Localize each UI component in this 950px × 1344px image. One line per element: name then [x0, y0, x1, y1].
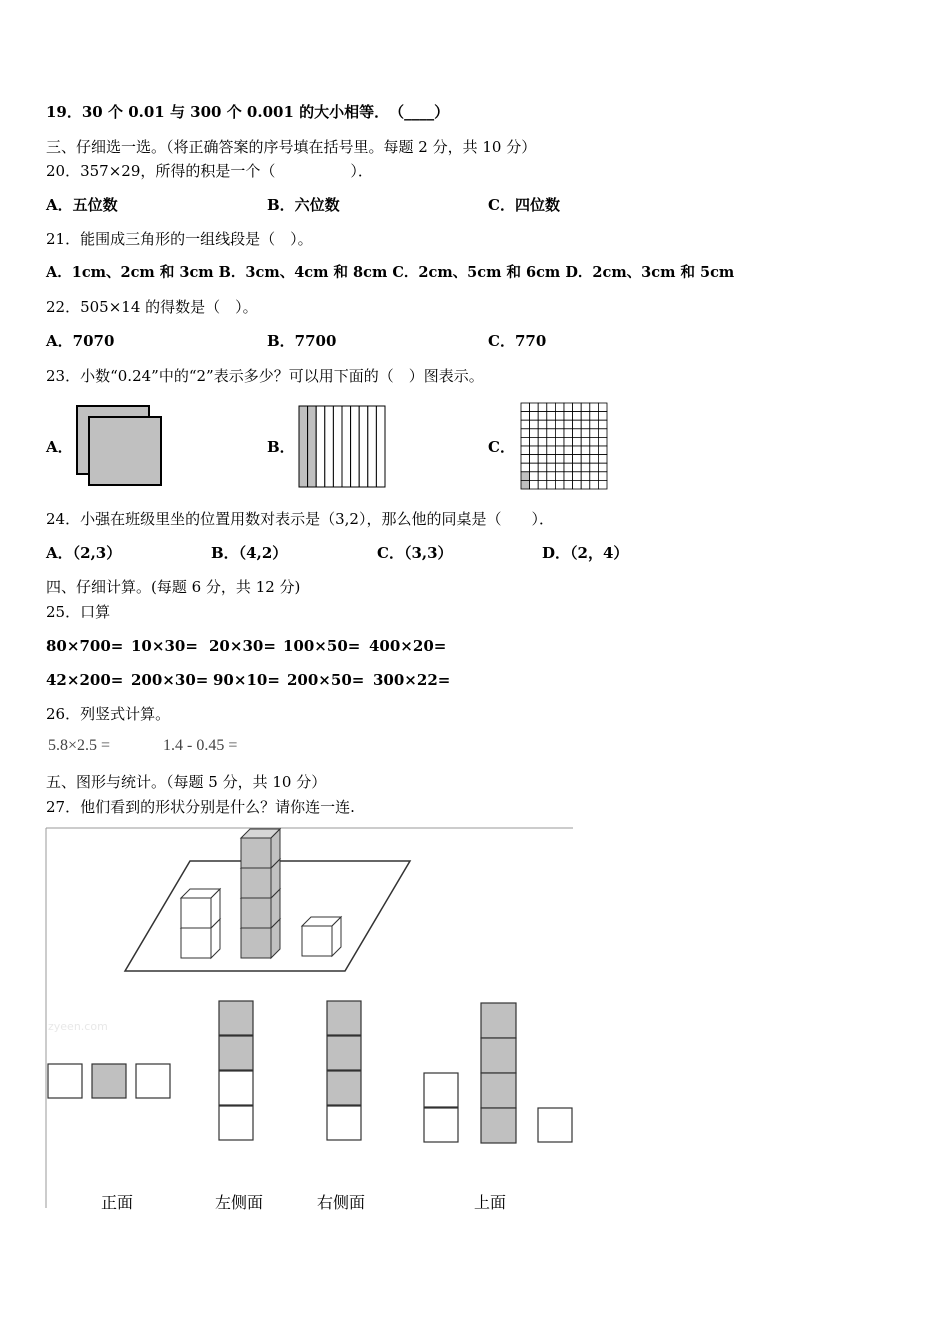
- left-view-square: [219, 1036, 253, 1070]
- top-view-square: [424, 1108, 458, 1142]
- label-top: 上面: [474, 1193, 507, 1212]
- front-view-square: [48, 1064, 82, 1098]
- q24-option-b: B．（4,2）: [211, 544, 288, 562]
- q25-r2-c3: 90×10=: [213, 671, 280, 689]
- top-view-square: [538, 1108, 572, 1142]
- q20-option-c: C．四位数: [488, 196, 560, 214]
- cube-face: [241, 898, 271, 928]
- q25-r2-c2: 200×30=: [131, 671, 209, 689]
- cube-face: [241, 838, 271, 868]
- question-26: 26．列竖式计算。: [46, 705, 171, 723]
- right-view-square: [327, 1106, 361, 1140]
- top-view-square: [424, 1073, 458, 1107]
- question-20: 20．357×29，所得的积是一个（ ）．: [46, 162, 373, 180]
- question-24: 24．小强在班级里坐的位置用数对表示是（3,2），那么他的同桌是（ ）．: [46, 510, 554, 528]
- right-view-square: [327, 1001, 361, 1035]
- q23-option-b-label: B．: [267, 438, 295, 456]
- q25-r1-c5: 400×20=: [369, 637, 447, 655]
- top-view-square: [481, 1108, 516, 1143]
- question-23: 23．小数“0.24”中的“2”表示多少？可以用下面的（ ）图表示。: [46, 367, 484, 385]
- label-right-side: 右侧面: [317, 1193, 366, 1212]
- top-view-square: [481, 1038, 516, 1073]
- section-5-heading: 五、图形与统计。（每题 5 分，共 10 分）: [46, 773, 327, 791]
- question-21: 21．能围成三角形的一组线段是（ ）。: [46, 230, 313, 248]
- cube-face: [241, 868, 271, 898]
- front-view-square: [92, 1064, 126, 1098]
- question-27: 27．他们看到的形状分别是什么？请你连一连.: [46, 798, 355, 816]
- q22-option-a: A．7070: [46, 332, 115, 350]
- q25-r2-c1: 42×200=: [46, 671, 124, 689]
- q25-r1-c3: 20×30=: [209, 637, 276, 655]
- left-view-square: [219, 1001, 253, 1035]
- q26-expr-2: 1.4 - 0.45 =: [163, 737, 238, 754]
- q23-option-c-label: C．: [488, 438, 515, 456]
- q20-option-b: B．六位数: [267, 196, 340, 214]
- q24-option-a: A．（2,3）: [46, 544, 122, 562]
- cube-face: [241, 928, 271, 958]
- cube-face: [302, 926, 332, 956]
- top-view-square: [481, 1003, 516, 1038]
- q26-expr-1: 5.8×2.5 =: [48, 737, 111, 754]
- q24-option-c: C．（3,3）: [377, 544, 453, 562]
- svg-text:zyeen.com: zyeen.com: [48, 1020, 108, 1033]
- q21-options: A．1cm、2cm 和 3cm B．3cm、4cm 和 8cm C．2cm、5cm 和 6cm D．2cm、3cm 和 5cm: [46, 264, 735, 281]
- section-4-heading: 四、仔细计算。(每题 6 分，共 12 分): [46, 578, 301, 596]
- q25-r2-c4: 200×50=: [287, 671, 365, 689]
- q22-option-c: C．770: [488, 332, 547, 350]
- label-front: 正面: [101, 1193, 134, 1212]
- q23-option-a-label: A．: [46, 438, 73, 456]
- right-view-square: [327, 1036, 361, 1070]
- q25-r2-c5: 300×22=: [373, 671, 451, 689]
- cube-face: [181, 898, 211, 928]
- q25-r1-c1: 80×700=: [46, 637, 124, 655]
- left-view-square: [219, 1071, 253, 1105]
- question-19: 19．30 个 0.01 与 300 个 0.001 的大小相等． （____）: [46, 103, 450, 121]
- q25-r1-c4: 100×50=: [283, 637, 361, 655]
- q20-option-a: A．五位数: [46, 196, 118, 214]
- section-3-heading: 三、仔细选一选。（将正确答案的序号填在括号里。每题 2 分，共 10 分）: [46, 138, 537, 156]
- question-22: 22．505×14 的得数是（ ）。: [46, 298, 258, 316]
- cube-face: [181, 928, 211, 958]
- q24-option-d: D．（2，4）: [542, 544, 629, 562]
- q22-option-b: B．7700: [267, 332, 337, 350]
- front-view-square: [136, 1064, 170, 1098]
- label-left-side: 左侧面: [215, 1193, 264, 1212]
- top-view-square: [481, 1073, 516, 1108]
- right-view-square: [327, 1071, 361, 1105]
- left-view-square: [219, 1106, 253, 1140]
- question-25: 25．口算: [46, 603, 111, 621]
- q25-r1-c2: 10×30=: [131, 637, 198, 655]
